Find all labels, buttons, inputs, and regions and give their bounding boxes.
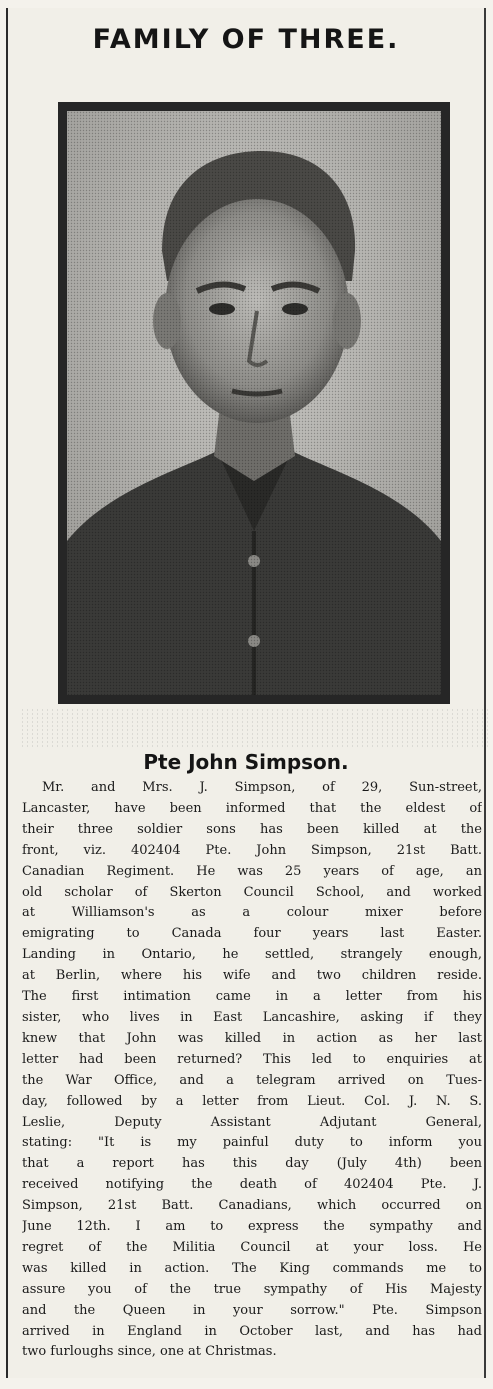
article-line: stating: "It is my painful duty to inform you	[22, 1135, 482, 1151]
article-line: sister, who lives in East Lancashire, asking if they	[22, 1009, 482, 1025]
article-line: June 12th. I am to express the sympathy and	[22, 1219, 482, 1235]
article-line: received notifying the death of 402404 Pte. J.	[22, 1177, 482, 1193]
photo-caption: Pte John Simpson.	[143, 750, 349, 774]
article-line: Lancaster, have been informed that the eldest of	[22, 800, 482, 816]
article-line: and the Queen in your sorrow." Pte. Simpson	[22, 1302, 482, 1318]
headline: FAMILY OF THREE.	[92, 24, 400, 55]
article-line: that a report has this day (July 4th) been	[22, 1156, 482, 1172]
article-line: arrived in England in October last, and has had	[22, 1323, 482, 1339]
article-line: two furloughs since, one at Christmas.	[22, 1344, 277, 1360]
article-line: at Williamson's as a colour mixer before	[22, 905, 482, 921]
article-line: old scholar of Skerton Council School, and worked	[22, 884, 482, 900]
article-line: at Berlin, where his wife and two children reside.	[22, 968, 482, 984]
article-line: letter had been returned? This led to enquiries at	[22, 1051, 482, 1067]
article-line: front, viz. 402404 Pte. John Simpson, 21st Batt.	[22, 842, 482, 858]
article-line: their three soldier sons has been killed at the	[22, 821, 482, 837]
article-line: The first intimation came in a letter from his	[22, 989, 482, 1005]
article-line: Canadian Regiment. He was 25 years of age, an	[22, 863, 482, 879]
photo-frame	[58, 102, 450, 704]
article-line: was killed in action. The King commands me to	[22, 1260, 482, 1276]
article-line: Simpson, 21st Batt. Canadians, which occurred on	[22, 1198, 482, 1214]
article-line: assure you of the true sympathy of His Majesty	[22, 1281, 482, 1297]
print-speckle	[20, 708, 490, 748]
article-line: Landing in Ontario, he settled, strangely enough,	[22, 947, 482, 963]
article-line: emigrating to Canada four years last Easter.	[22, 926, 482, 942]
article-line: knew that John was killed in action as her last	[22, 1030, 482, 1046]
article-line: day, followed by a letter from Lieut. Col. J. N. S.	[22, 1093, 482, 1109]
article-line: the War Office, and a telegram arrived on Tues-	[22, 1072, 482, 1088]
newspaper-clipping	[6, 8, 486, 1378]
article-line: Mr. and Mrs. J. Simpson, of 29, Sun-street,	[42, 780, 482, 795]
portrait-photo	[67, 111, 441, 695]
portrait-illustration	[67, 111, 441, 695]
article-body	[22, 778, 482, 1363]
article-line: Leslie, Deputy Assistant Adjutant General,	[22, 1114, 482, 1130]
article-line: regret of the Militia Council at your loss. He	[22, 1239, 482, 1255]
